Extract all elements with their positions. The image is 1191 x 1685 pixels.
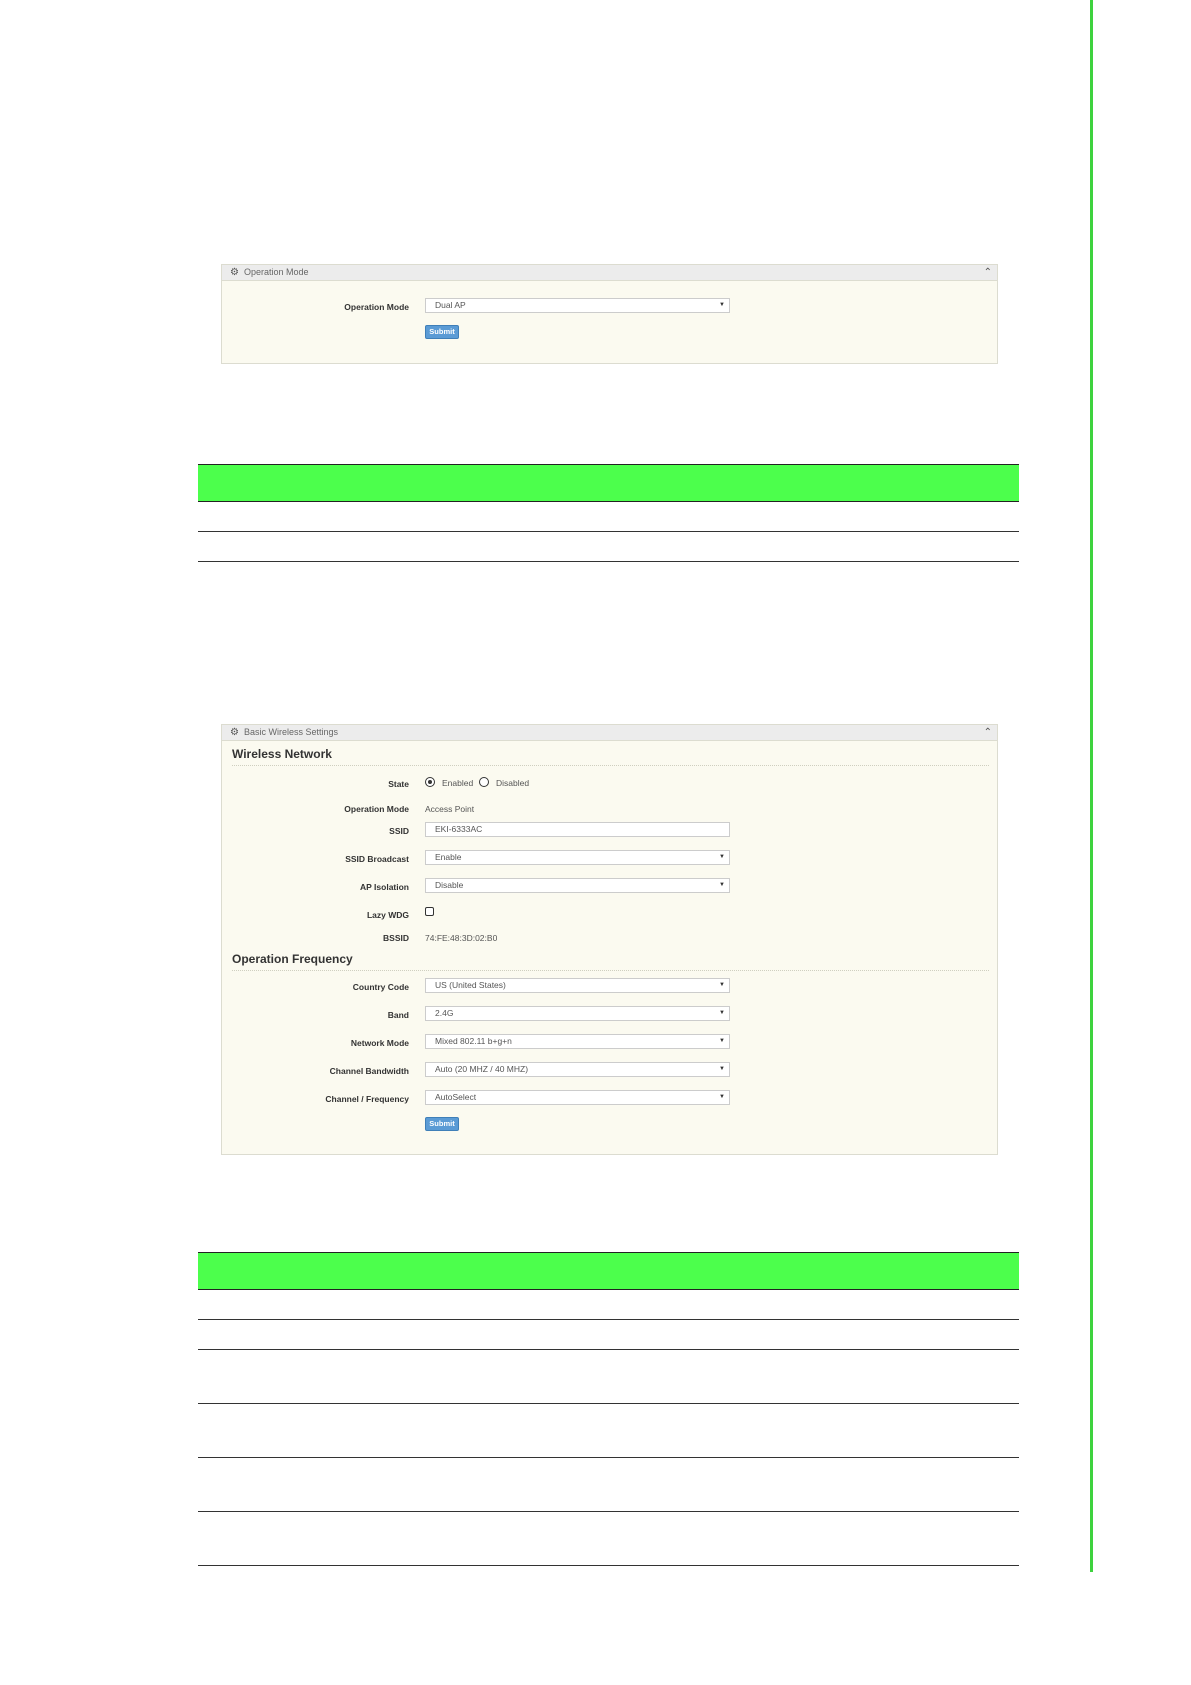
caret-down-icon: ▼	[719, 1094, 725, 1100]
channel-bandwidth-label: Channel Bandwidth	[329, 1066, 409, 1076]
table-header	[198, 1252, 1019, 1290]
caret-down-icon: ▼	[719, 1038, 725, 1044]
table-row	[198, 1290, 1019, 1320]
submit-button[interactable]: Submit	[425, 325, 459, 339]
lazy-wdg-checkbox[interactable]	[425, 907, 434, 916]
network-mode-select[interactable]	[425, 1034, 730, 1049]
caret-down-icon: ▼	[719, 854, 725, 860]
ssid-broadcast-label: SSID Broadcast	[345, 854, 409, 864]
network-mode-label: Network Mode	[350, 1038, 409, 1048]
page-side-rule	[1090, 0, 1093, 1572]
ssid-label: SSID	[389, 826, 409, 836]
ssid-input-value: EKI-6333AC	[435, 824, 483, 834]
operation-mode-select-value: Dual AP	[435, 300, 466, 310]
channel-frequency-select-value: AutoSelect	[435, 1092, 477, 1102]
panel-title: Basic Wireless Settings	[244, 727, 339, 737]
operation-mode-label: Operation Mode	[344, 804, 409, 814]
operation-frequency-heading: Operation Frequency	[232, 952, 353, 966]
table-row	[198, 1320, 1019, 1350]
ssid-broadcast-select-value: Enable	[435, 852, 462, 862]
submit-button[interactable]: Submit	[425, 1117, 459, 1131]
wireless-settings-description-table	[198, 1252, 1019, 1566]
channel-frequency-label: Channel / Frequency	[325, 1094, 409, 1104]
band-select[interactable]	[425, 1006, 730, 1021]
state-disabled-radio[interactable]	[479, 777, 489, 787]
panel-header[interactable]	[222, 725, 997, 741]
bssid-label: BSSID	[383, 933, 409, 943]
wireless-network-heading: Wireless Network	[232, 747, 332, 761]
state-label: State	[388, 779, 409, 789]
operation-mode-panel	[221, 264, 998, 364]
gear-icon: ⚙	[230, 267, 239, 278]
caret-down-icon: ▼	[719, 1066, 725, 1072]
band-label: Band	[387, 1010, 409, 1020]
caret-down-icon: ▼	[719, 1010, 725, 1016]
panel-title: Operation Mode	[244, 267, 309, 277]
operation-mode-description-table	[198, 464, 1019, 562]
ssid-broadcast-select[interactable]	[425, 850, 730, 865]
state-enabled-label: Enabled	[442, 778, 474, 788]
operation-mode-select[interactable]	[425, 298, 730, 313]
channel-bandwidth-select-value: Auto (20 MHZ / 40 MHZ)	[435, 1064, 529, 1074]
table-row	[198, 1458, 1019, 1512]
table-row	[198, 532, 1019, 562]
lazy-wdg-label: Lazy WDG	[366, 910, 409, 920]
country-code-select-value: US (United States)	[435, 980, 506, 990]
basic-wireless-settings-panel	[221, 724, 998, 1155]
panel-header[interactable]	[222, 265, 997, 281]
table-row	[198, 1350, 1019, 1404]
operation-mode-value: Access Point	[425, 804, 475, 814]
gear-icon: ⚙	[230, 727, 239, 738]
caret-down-icon: ▼	[719, 302, 725, 308]
state-enabled-radio[interactable]	[425, 777, 435, 787]
state-disabled-label: Disabled	[496, 778, 530, 788]
chevron-up-icon[interactable]: ⌃	[983, 267, 992, 278]
table-row	[198, 1404, 1019, 1458]
country-code-select[interactable]	[425, 978, 730, 993]
ssid-input[interactable]	[425, 822, 730, 837]
country-code-label: Country Code	[352, 982, 409, 992]
section-divider	[232, 970, 989, 971]
network-mode-select-value: Mixed 802.11 b+g+n	[435, 1036, 512, 1046]
chevron-up-icon[interactable]: ⌃	[983, 727, 992, 738]
channel-frequency-select[interactable]	[425, 1090, 730, 1105]
section-divider	[232, 765, 989, 766]
caret-down-icon: ▼	[719, 882, 725, 888]
bssid-value: 74:FE:48:3D:02:B0	[425, 933, 498, 943]
channel-bandwidth-select[interactable]	[425, 1062, 730, 1077]
table-header	[198, 464, 1019, 502]
ap-isolation-select[interactable]	[425, 878, 730, 893]
table-row	[198, 1512, 1019, 1566]
caret-down-icon: ▼	[719, 982, 725, 988]
operation-mode-label: Operation Mode	[344, 302, 409, 312]
ap-isolation-label: AP Isolation	[360, 882, 409, 892]
table-row	[198, 502, 1019, 532]
ap-isolation-select-value: Disable	[435, 880, 464, 890]
band-select-value: 2.4G	[435, 1008, 454, 1018]
